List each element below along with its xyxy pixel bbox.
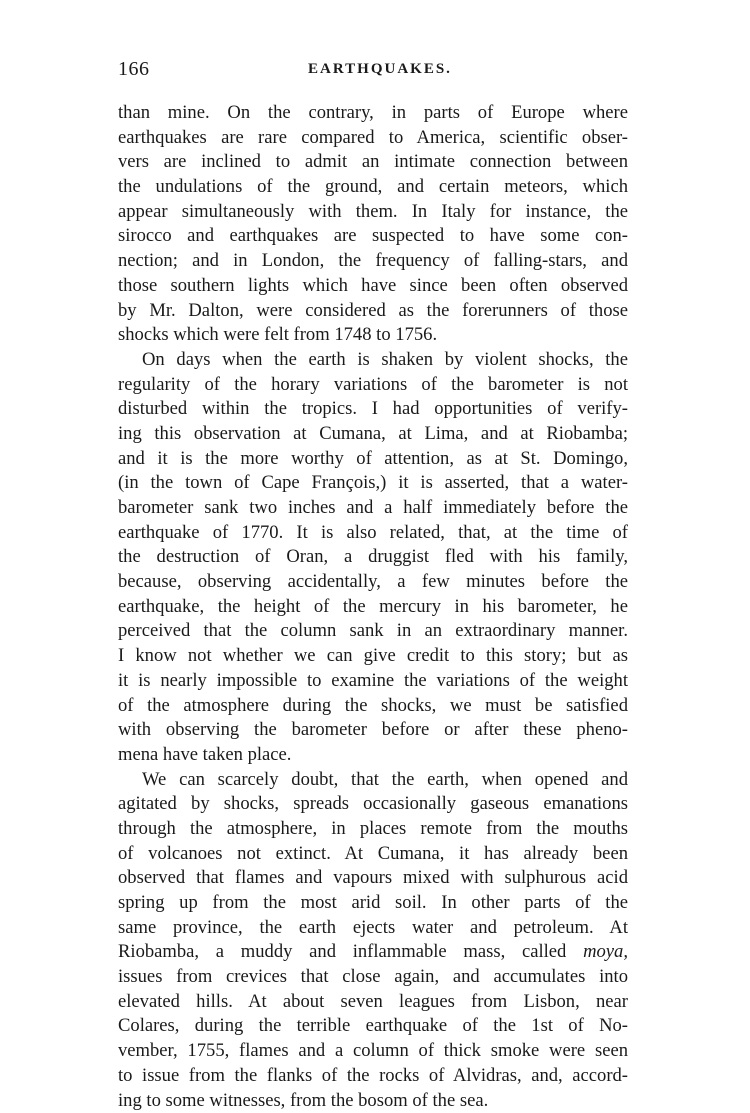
text-line: ing to some witnesses, from the bosom of the sea. xyxy=(118,1089,628,1113)
paragraph-2 xyxy=(118,348,628,768)
text-line: We can scarcely doubt, that the earth, when opened and xyxy=(118,768,628,793)
text-line: earthquakes are rare compared to America, scientific obser- xyxy=(118,126,628,151)
body-text xyxy=(118,101,628,1113)
text-line: the undulations of the ground, and certain meteors, which xyxy=(118,175,628,200)
running-head xyxy=(118,58,628,84)
paragraph-3 xyxy=(118,768,628,1113)
page-number: 166 xyxy=(118,58,150,81)
text-line: mena have taken place. xyxy=(118,743,628,768)
text-line: it is nearly impossible to examine the variations of the weight xyxy=(118,669,628,694)
text-line: ing this observation at Cumana, at Lima, and at Riobamba; xyxy=(118,422,628,447)
text-line: agitated by shocks, spreads occasionally gaseous emanations xyxy=(118,792,628,817)
text-line-start: Riobamba, a muddy and inflammable mass, called xyxy=(118,941,566,962)
text-line: perceived that the column sank in an extraordinary manner. xyxy=(118,619,628,644)
text-line: spring up from the most arid soil. In other parts of the xyxy=(118,891,628,916)
text-line: than mine. On the contrary, in parts of Europe where xyxy=(118,101,628,126)
text-line: nection; and in London, the frequency of falling-stars, and xyxy=(118,249,628,274)
italic-term-moya: moya, xyxy=(583,941,628,962)
text-line-with-italic xyxy=(118,940,628,965)
text-line: and it is the more worthy of attention, as at St. Domingo, xyxy=(118,447,628,472)
text-line: of the atmosphere during the shocks, we must be satisfied xyxy=(118,694,628,719)
text-line: Colares, during the terrible earthquake of the 1st of No- xyxy=(118,1014,628,1039)
text-line: to issue from the flanks of the rocks of Alvidras, and, accord- xyxy=(118,1064,628,1089)
text-line: I know not whether we can give credit to this story; but as xyxy=(118,644,628,669)
text-line: observed that flames and vapours mixed with sulphurous acid xyxy=(118,866,628,891)
paragraph-1 xyxy=(118,101,628,348)
text-line: same province, the earth ejects water and petroleum. At xyxy=(118,916,628,941)
text-line: elevated hills. At about seven leagues from Lisbon, near xyxy=(118,990,628,1015)
text-line: sirocco and earthquakes are suspected to have some con- xyxy=(118,224,628,249)
text-line: issues from crevices that close again, and accumulates into xyxy=(118,965,628,990)
running-title: EARTHQUAKES. xyxy=(308,61,452,78)
text-line: vember, 1755, flames and a column of thick smoke were seen xyxy=(118,1039,628,1064)
text-line: vers are inclined to admit an intimate connection between xyxy=(118,150,628,175)
text-line: through the atmosphere, in places remote from the mouths xyxy=(118,817,628,842)
text-line: earthquake of 1770. It is also related, that, at the time of xyxy=(118,521,628,546)
text-line: shocks which were felt from 1748 to 1756. xyxy=(118,323,628,348)
text-line: of volcanoes not extinct. At Cumana, it has already been xyxy=(118,842,628,867)
text-line: On days when the earth is shaken by violent shocks, the xyxy=(118,348,628,373)
text-line: regularity of the horary variations of the barometer is not xyxy=(118,373,628,398)
text-line: appear simultaneously with them. In Italy for instance, the xyxy=(118,200,628,225)
text-line: by Mr. Dalton, were considered as the forerunners of those xyxy=(118,299,628,324)
text-line: the destruction of Oran, a druggist fled with his family, xyxy=(118,545,628,570)
text-line: earthquake, the height of the mercury in his barometer, he xyxy=(118,595,628,620)
text-line: (in the town of Cape François,) it is asserted, that a water- xyxy=(118,471,628,496)
text-line: because, observing accidentally, a few minutes before the xyxy=(118,570,628,595)
text-line: those southern lights which have since been often observed xyxy=(118,274,628,299)
text-line: disturbed within the tropics. I had opportunities of verify- xyxy=(118,397,628,422)
text-line: barometer sank two inches and a half immediately before the xyxy=(118,496,628,521)
text-line: with observing the barometer before or after these pheno- xyxy=(118,718,628,743)
